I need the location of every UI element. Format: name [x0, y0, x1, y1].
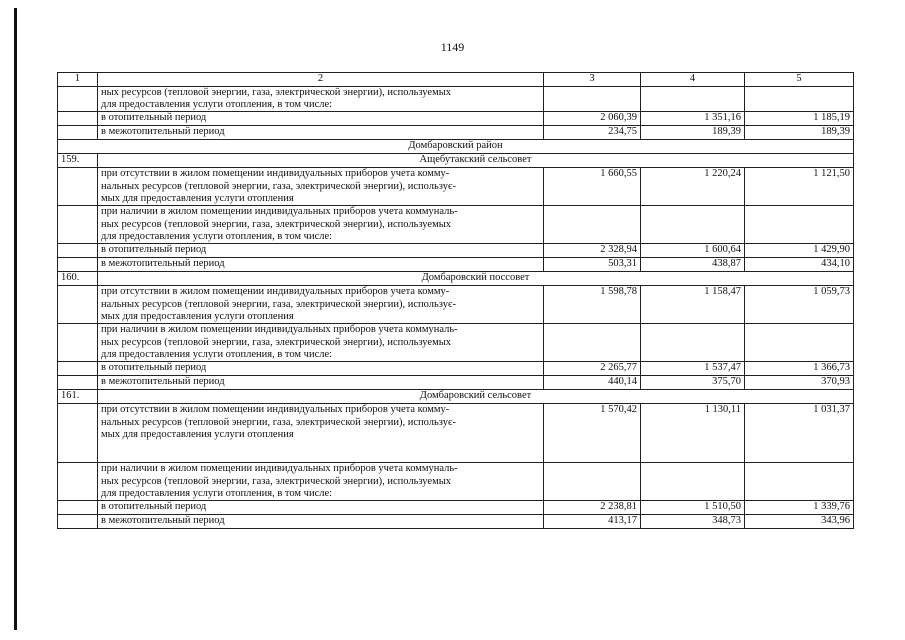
value-col-4: 1 537,47	[641, 362, 745, 376]
district-name: Домбаровский район	[58, 140, 854, 154]
council-name: Домбаровский поссовет	[98, 272, 854, 286]
tariff-table-body	[58, 73, 854, 529]
description-cell	[98, 168, 544, 206]
value-col-4: 1 510,50	[641, 501, 745, 515]
page-number: 1149	[440, 40, 465, 54]
value-col-3: 1 598,78	[544, 286, 641, 324]
period-label: в отопительный период	[98, 501, 544, 515]
description-row	[58, 87, 854, 112]
description-row	[58, 463, 854, 501]
council-row	[58, 154, 854, 168]
description-line: для предоставления услуги отопления, в том числе:	[101, 487, 333, 499]
description-cell	[98, 206, 544, 244]
value-col-3: 2 060,39	[544, 112, 641, 126]
header-cell-1: 1	[58, 73, 98, 87]
value-col-3	[544, 324, 641, 362]
value-col-4: 1 600,64	[641, 244, 745, 258]
council-name: Домбаровский сельсовет	[98, 390, 854, 404]
binding-edge-line	[14, 8, 17, 630]
council-name: Ащебутакский сельсовет	[98, 154, 854, 168]
value-col-4: 1 351,16	[641, 112, 745, 126]
header-cell-4: 4	[641, 73, 745, 87]
value-col-5	[745, 324, 854, 362]
row-number-empty	[58, 324, 98, 362]
value-row	[58, 515, 854, 529]
council-row	[58, 272, 854, 286]
description-line: ных ресурсов (тепловой энергии, газа, электрической энергии), используемых	[101, 87, 452, 98]
value-col-3: 2 238,81	[544, 501, 641, 515]
value-col-3: 2 265,77	[544, 362, 641, 376]
period-label: в отопительный период	[98, 112, 544, 126]
value-row	[58, 258, 854, 272]
description-cell	[98, 463, 544, 501]
district-row	[58, 140, 854, 154]
value-col-4	[641, 206, 745, 244]
value-col-3: 2 328,94	[544, 244, 641, 258]
value-col-5	[745, 206, 854, 244]
value-col-5: 370,93	[745, 376, 854, 390]
description-line: при отсутствии в жилом помещении индивидуальных приборов учета комму-	[101, 286, 450, 298]
row-number-empty	[58, 244, 98, 258]
value-col-5: 1 121,50	[745, 168, 854, 206]
value-row	[58, 126, 854, 140]
row-number: 160.	[58, 272, 98, 286]
row-number-empty	[58, 112, 98, 126]
value-col-4: 348,73	[641, 515, 745, 529]
description-line: при наличии в жилом помещении индивидуальных приборов учета коммуналь-	[101, 324, 458, 336]
row-number-empty	[58, 463, 98, 501]
row-number-empty	[58, 206, 98, 244]
period-label: в межотопительный период	[98, 126, 544, 140]
description-cell	[98, 87, 544, 112]
value-col-3: 1 660,55	[544, 168, 641, 206]
value-col-5: 1 429,90	[745, 244, 854, 258]
description-row	[58, 404, 854, 463]
value-col-4: 1 220,24	[641, 168, 745, 206]
value-col-5: 434,10	[745, 258, 854, 272]
value-row	[58, 244, 854, 258]
value-row	[58, 362, 854, 376]
value-col-5: 343,96	[745, 515, 854, 529]
header-cell-3: 3	[544, 73, 641, 87]
value-col-4: 375,70	[641, 376, 745, 390]
description-line: при наличии в жилом помещении индивидуальных приборов учета коммуналь-	[101, 206, 458, 218]
row-number-empty	[58, 87, 98, 112]
description-line: для предоставления услуги отопления, в том числе:	[101, 99, 333, 111]
description-line: ных ресурсов (тепловой энергии, газа, электрической энергии), используемых	[101, 336, 452, 348]
row-number-empty	[58, 286, 98, 324]
row-number-empty	[58, 515, 98, 529]
value-col-3	[544, 87, 641, 112]
value-col-5: 1 059,73	[745, 286, 854, 324]
row-number-empty	[58, 404, 98, 463]
value-col-5	[745, 463, 854, 501]
value-col-3: 1 570,42	[544, 404, 641, 463]
description-line: при наличии в жилом помещении индивидуальных приборов учета коммуналь-	[101, 463, 458, 475]
value-col-4	[641, 87, 745, 112]
description-row	[58, 206, 854, 244]
value-col-3	[544, 206, 641, 244]
period-label: в отопительный период	[98, 244, 544, 258]
description-line: нальных ресурсов (тепловой энергии, газа, электрической энергии), использує-	[101, 180, 456, 192]
description-cell	[98, 286, 544, 324]
value-row	[58, 376, 854, 390]
header-cell-2: 2	[98, 73, 544, 87]
description-row	[58, 168, 854, 206]
row-number: 161.	[58, 390, 98, 404]
row-number-empty	[58, 168, 98, 206]
value-col-3: 503,31	[544, 258, 641, 272]
period-label: в межотопительный период	[98, 258, 544, 272]
description-line: при отсутствии в жилом помещении индивидуальных приборов учета комму-	[101, 404, 450, 416]
row-number-empty	[58, 376, 98, 390]
value-col-5: 1 185,19	[745, 112, 854, 126]
description-row	[58, 324, 854, 362]
value-col-3: 413,17	[544, 515, 641, 529]
description-line: мых для предоставления услуги отопления	[101, 310, 294, 322]
description-line: ных ресурсов (тепловой энергии, газа, электрической энергии), используемых	[101, 475, 452, 487]
row-number-empty	[58, 362, 98, 376]
row-number-empty	[58, 126, 98, 140]
value-col-5: 1 339,76	[745, 501, 854, 515]
description-cell	[98, 324, 544, 362]
row-number-empty	[58, 501, 98, 515]
value-col-5	[745, 87, 854, 112]
value-col-4: 1 158,47	[641, 286, 745, 324]
row-number: 159.	[58, 154, 98, 168]
value-col-4: 189,39	[641, 126, 745, 140]
value-col-5: 1 031,37	[745, 404, 854, 463]
value-col-5: 189,39	[745, 126, 854, 140]
value-col-4: 438,87	[641, 258, 745, 272]
value-row	[58, 112, 854, 126]
description-cell	[98, 404, 544, 463]
description-line: для предоставления услуги отопления, в том числе:	[101, 348, 333, 360]
value-col-3: 440,14	[544, 376, 641, 390]
description-line: мых для предоставления услуги отопления	[101, 192, 294, 204]
period-label: в межотопительный период	[98, 376, 544, 390]
value-col-3: 234,75	[544, 126, 641, 140]
description-line: нальных ресурсов (тепловой энергии, газа, электрической энергии), использує-	[101, 298, 456, 310]
period-label: в межотопительный период	[98, 515, 544, 529]
header-row	[58, 73, 854, 87]
row-number-empty	[58, 258, 98, 272]
period-label: в отопительный период	[98, 362, 544, 376]
description-line: нальных ресурсов (тепловой энергии, газа, электрической энергии), использує-	[101, 416, 456, 428]
value-row	[58, 501, 854, 515]
value-col-5: 1 366,73	[745, 362, 854, 376]
council-row	[58, 390, 854, 404]
value-col-4	[641, 463, 745, 501]
description-line: мых для предоставления услуги отопления	[101, 428, 294, 440]
value-col-3	[544, 463, 641, 501]
tariff-table	[57, 72, 854, 529]
value-col-4	[641, 324, 745, 362]
description-line: при отсутствии в жилом помещении индивидуальных приборов учета комму-	[101, 168, 450, 180]
description-line: для предоставления услуги отопления, в том числе:	[101, 230, 333, 242]
description-line: ных ресурсов (тепловой энергии, газа, электрической энергии), используемых	[101, 218, 452, 230]
header-cell-5: 5	[745, 73, 854, 87]
value-col-4: 1 130,11	[641, 404, 745, 463]
description-row	[58, 286, 854, 324]
